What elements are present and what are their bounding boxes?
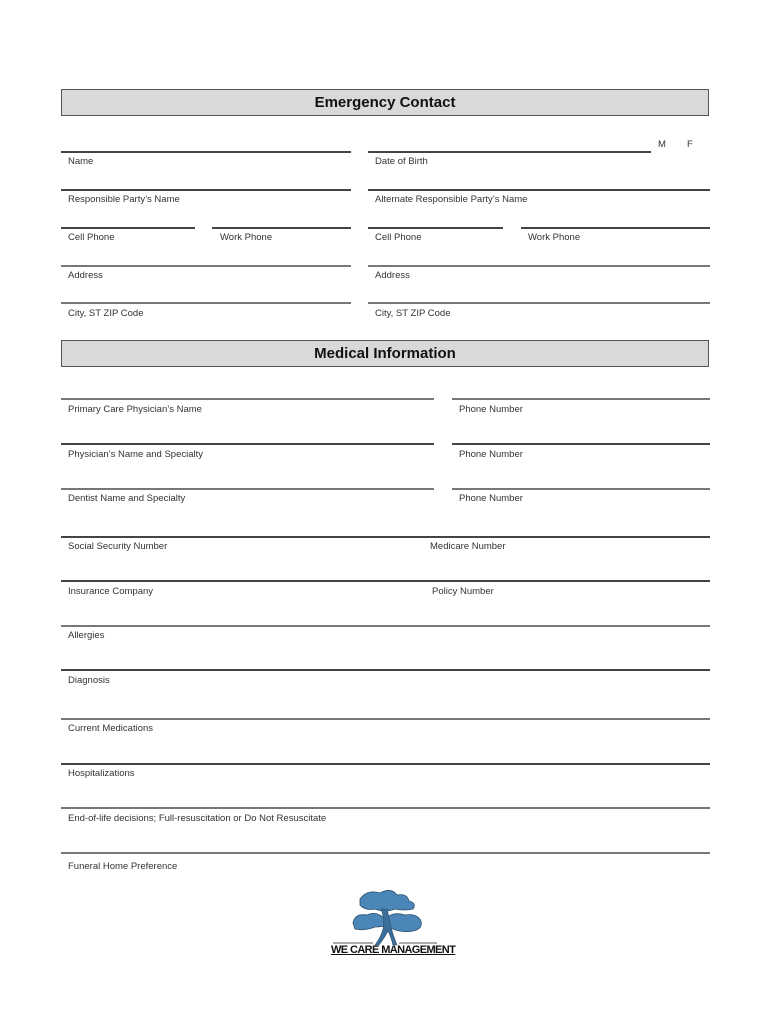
cell-phone-field-left[interactable] bbox=[61, 227, 195, 229]
gender-m-option[interactable]: M bbox=[658, 139, 666, 150]
dentist-phone-field[interactable] bbox=[452, 488, 710, 490]
gender-f-option[interactable]: F bbox=[687, 139, 693, 150]
dentist-label: Dentist Name and Specialty bbox=[68, 493, 186, 504]
allergies-label: Allergies bbox=[68, 630, 105, 641]
insurance-policy-field[interactable] bbox=[61, 580, 710, 582]
dentist-phone-label: Phone Number bbox=[459, 493, 523, 504]
alt-responsible-label: Alternate Responsible Party’s Name bbox=[375, 194, 528, 205]
diagnosis-label: Diagnosis bbox=[68, 675, 110, 686]
medications-field[interactable] bbox=[61, 718, 710, 720]
physician-field[interactable] bbox=[61, 443, 434, 445]
cell-phone-label-left: Cell Phone bbox=[68, 232, 115, 243]
allergies-field[interactable] bbox=[61, 625, 710, 627]
name-label: Name bbox=[68, 156, 94, 167]
ssn-label: Social Security Number bbox=[68, 541, 168, 552]
dob-field[interactable] bbox=[368, 151, 651, 153]
address-field-left[interactable] bbox=[61, 265, 351, 267]
name-field[interactable] bbox=[61, 151, 351, 153]
diagnosis-field[interactable] bbox=[61, 669, 710, 671]
hospitalizations-field[interactable] bbox=[61, 763, 710, 765]
logo-text: WE CARE MANAGEMENT bbox=[331, 944, 456, 956]
city-field-left[interactable] bbox=[61, 302, 351, 304]
city-field-right[interactable] bbox=[368, 302, 710, 304]
end-of-life-field[interactable] bbox=[61, 807, 710, 809]
insurance-label: Insurance Company bbox=[68, 586, 154, 597]
policy-label: Policy Number bbox=[432, 586, 494, 597]
alt-responsible-field[interactable] bbox=[368, 189, 710, 191]
responsible-field[interactable] bbox=[61, 189, 351, 191]
hospitalizations-label: Hospitalizations bbox=[68, 768, 135, 779]
city-label-right: City, ST ZIP Code bbox=[375, 308, 451, 319]
physician-phone-field[interactable] bbox=[452, 443, 710, 445]
physician-phone-label: Phone Number bbox=[459, 449, 523, 460]
end-of-life-label: End-of-life decisions; Full-resuscitation or Do Not Resuscitate bbox=[68, 813, 327, 824]
pcp-phone-label: Phone Number bbox=[459, 404, 523, 415]
work-phone-field-right[interactable] bbox=[521, 227, 710, 229]
funeral-home-field[interactable] bbox=[61, 852, 710, 854]
pcp-phone-field[interactable] bbox=[452, 398, 710, 400]
address-label-left: Address bbox=[68, 270, 103, 281]
cell-phone-label-right: Cell Phone bbox=[375, 232, 422, 243]
funeral-home-label: Funeral Home Preference bbox=[68, 861, 178, 872]
city-label-left: City, ST ZIP Code bbox=[68, 308, 144, 319]
pcp-field[interactable] bbox=[61, 398, 434, 400]
work-phone-field-left[interactable] bbox=[212, 227, 351, 229]
cell-phone-field-right[interactable] bbox=[368, 227, 503, 229]
work-phone-label-right: Work Phone bbox=[528, 232, 581, 243]
emergency-contact-header: Emergency Contact bbox=[61, 89, 709, 116]
dob-label: Date of Birth bbox=[375, 156, 428, 167]
medical-information-header: Medical Information bbox=[61, 340, 709, 367]
medicare-label: Medicare Number bbox=[430, 541, 506, 552]
medications-label: Current Medications bbox=[68, 723, 154, 734]
work-phone-label-left: Work Phone bbox=[220, 232, 273, 243]
dentist-field[interactable] bbox=[61, 488, 434, 490]
pcp-label: Primary Care Physician’s Name bbox=[68, 404, 202, 415]
ssn-medicare-field[interactable] bbox=[61, 536, 710, 538]
responsible-label: Responsible Party’s Name bbox=[68, 194, 180, 205]
address-field-right[interactable] bbox=[368, 265, 710, 267]
address-label-right: Address bbox=[375, 270, 410, 281]
physician-label: Physician’s Name and Specialty bbox=[68, 449, 204, 460]
